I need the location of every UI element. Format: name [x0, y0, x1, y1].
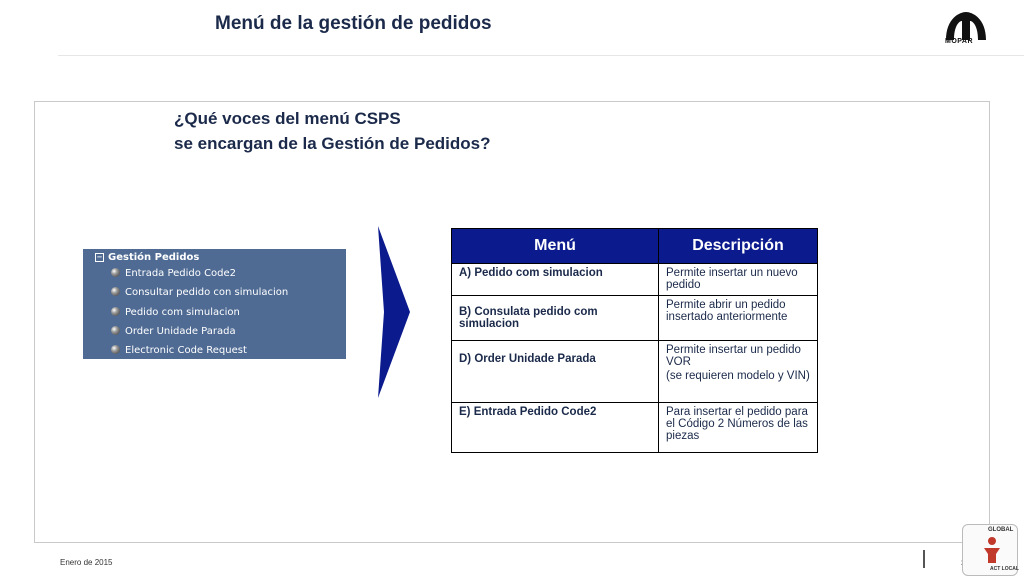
menu-item-label: Order Unidade Parada — [125, 326, 236, 337]
question-text — [174, 106, 490, 156]
bullet-icon — [111, 326, 120, 335]
bullet-icon — [111, 287, 120, 296]
description-cell: Permite insertar un nuevo pedido — [659, 264, 818, 296]
page-title: Menú de la gestión de pedidos — [215, 13, 492, 34]
question-line-2: se encargan de la Gestión de Pedidos? — [174, 134, 491, 153]
menu-cell: A) Pedido com simulacion — [452, 264, 659, 296]
menu-cell: E) Entrada Pedido Code2 — [452, 403, 659, 453]
description-cell: Para insertar el pedido para el Código 2 Números de las piezas — [659, 403, 818, 453]
footer-divider — [923, 550, 925, 568]
menu-tree-header-label: Gestión Pedidos — [108, 252, 200, 263]
table-row — [452, 296, 818, 341]
menu-cell: B) Consulata pedido com simulacion — [452, 296, 659, 341]
mopar-logo-icon — [938, 8, 994, 54]
description-cell — [659, 341, 818, 403]
badge-top-text: GLOBAL — [988, 527, 1014, 533]
collapse-icon[interactable]: − — [96, 252, 103, 261]
menu-item-entrada-pedido[interactable] — [111, 268, 236, 279]
menu-item-label: Pedido com simulacion — [125, 307, 240, 318]
menu-item-label: Consultar pedido con simulacion — [125, 287, 289, 298]
description-line: Permite insertar un pedido VOR — [666, 344, 801, 368]
footer-date: Enero de 2015 — [60, 558, 113, 567]
table-row — [452, 403, 818, 453]
person-icon — [980, 536, 1004, 564]
menu-item-order-unidade[interactable] — [111, 326, 236, 337]
menu-cell: D) Order Unidade Parada — [452, 341, 659, 403]
header-divider — [58, 55, 1024, 56]
bullet-icon — [111, 307, 120, 316]
question-line-1: ¿Qué voces del menú CSPS — [174, 109, 401, 128]
menu-tree-header[interactable] — [95, 252, 199, 263]
table-row — [452, 264, 818, 296]
column-header-menu: Menú — [452, 229, 659, 264]
menu-item-label: Electronic Code Request — [125, 345, 247, 356]
menu-item-pedido-simulacion[interactable] — [111, 307, 240, 318]
menu-item-electronic-code[interactable] — [111, 345, 247, 356]
logo-text: MOPAR — [945, 38, 974, 45]
menu-item-consultar-pedido[interactable] — [111, 287, 288, 298]
bullet-icon — [111, 268, 120, 277]
menu-description-table — [451, 228, 818, 453]
table-row — [452, 341, 818, 403]
menu-item-label: Entrada Pedido Code2 — [125, 268, 237, 279]
menu-tree-panel — [83, 249, 346, 359]
bullet-icon — [111, 345, 120, 354]
column-header-descripcion: Descripción — [659, 229, 818, 264]
arrow-right-icon — [377, 226, 411, 398]
badge-bottom-text: ACT LOCAL — [990, 566, 1019, 572]
description-cell: Permite abrir un pedido insertado anteriormente — [659, 296, 818, 341]
description-line: (se requieren modelo y VIN) — [666, 370, 810, 382]
